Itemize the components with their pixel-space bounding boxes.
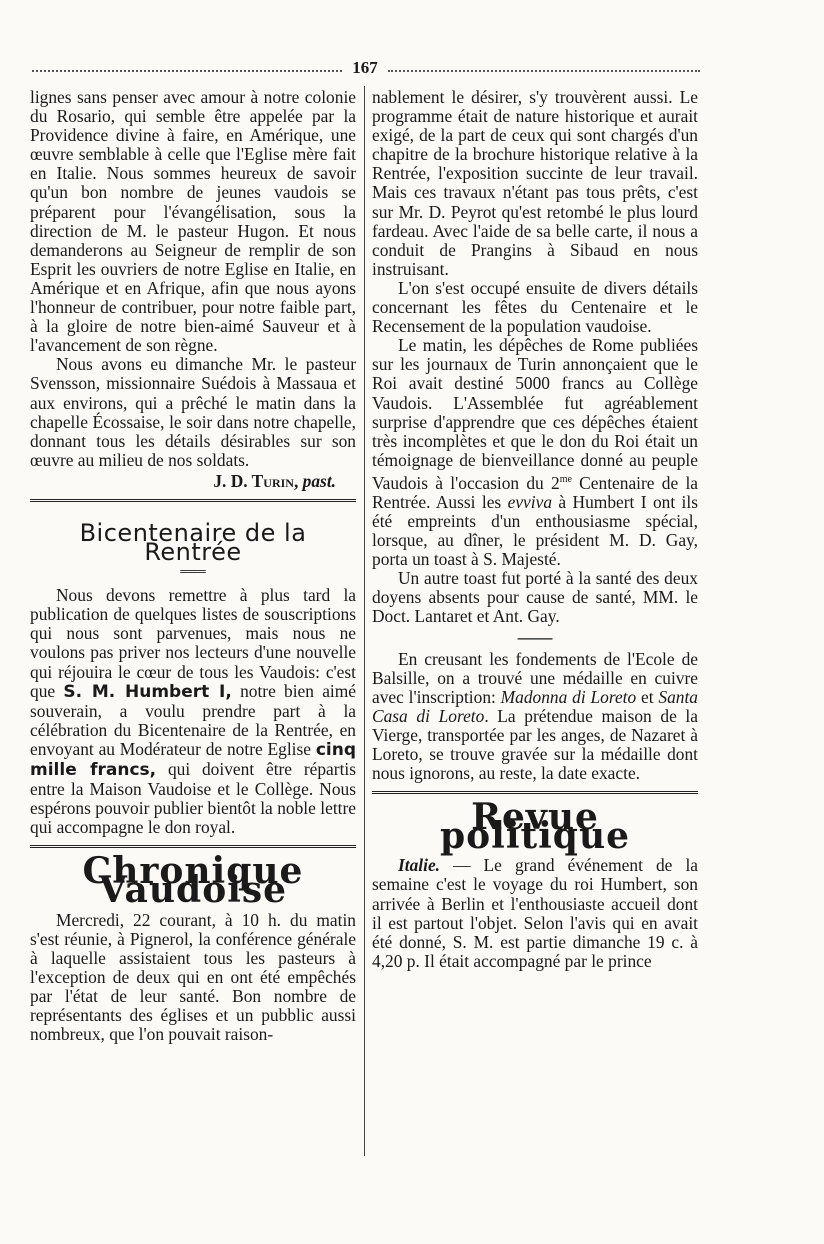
- left-column: [30, 88, 356, 1044]
- title-ornament: ═══: [180, 564, 206, 579]
- bicentenaire-title: Bicentenaire de la Rentrée: [79, 518, 307, 567]
- header-rule-left: [32, 70, 342, 72]
- chronique-paragraph: Mercredi, 22 courant, à 10 h. du matin s'est réunie, à Pignerol, la conférence générale à laquelle assistaient tous les pasteurs à l'exception de deux qui en ont été empêchés par l'état de leur santé. Bon nombre de représentants des églises et un pubblic aussi nombreux, que l'on pouvait raison-: [30, 909, 356, 1045]
- signature: [30, 472, 356, 491]
- king-name: S. M. Humbert I,: [63, 681, 232, 702]
- page-number: 167: [352, 58, 378, 77]
- section-rule: [30, 499, 356, 502]
- svensson-paragraph: Nous avons eu dimanche Mr. le pasteur Svensson, missionnaire Suédois à Massaua et aux environs, qui a prêché le matin dans la chapelle Écossaise, le soir dans notre chapelle, donnant tous les détails désirables sur son œuvre au milieu de nos soldats.: [30, 354, 356, 470]
- right-paragraph-5: En creusant les fondements de l'Ecole de Balsille, on a trouvé une médaille en cuivre avec l'inscription: Madonna di Loreto et Santa Casa di Loreto. La prétendue maison de la Vierge, transportée par les anges, de Nazaret à Loreto, se trouve gravée sur la médaille dont nous ignorons, au reste, la date exacte.: [372, 648, 698, 784]
- signature-title: past.: [302, 470, 336, 491]
- right-paragraph-2: L'on s'est occupé ensuite de divers détails concernant les fêtes du Centenaire et le Recensement de la population vaudoise.: [372, 277, 698, 337]
- intro-paragraph: lignes sans penser avec amour à notre colonie du Rosario, qui semble être appelée par la Providence divine à faire, en Amérique, une œuvre semblable à celle que l'Eglise mère fait en Italie. Nous sommes heureux de savoir qu'un bon nombre de jeunes vaudois se préparent pour l'évangélisation, sous la direction de M. le pasteur Hugon. Et nous demanderons au Seigneur de remplir de son Esprit les ouvriers de notre Eglise en Italie, en Amérique et en Afrique, afin que nous ayons l'honneur de contribuer, pour notre faible part, à la gloire de notre bien-aimé Sauveur et à l'avancement de son règne.: [30, 87, 356, 356]
- revue-kicker: Italie.: [398, 855, 441, 876]
- header-rule-right: [388, 70, 700, 72]
- revue-title: Revue politique: [439, 796, 631, 858]
- section-rule-3: [372, 791, 698, 794]
- right-paragraph-3: Le matin, les dépêches de Rome publiées sur les journaux de Turin annonçaient que le Roi avait destiné 5000 francs au Collège Vaudois. L'Assemblée fut agréablement surprise d'apprendre que ces dépêches étaient très incomplètes et que le don du Roi était un témoignage de bienveillance donné au peuple Vaudois à l'occasion du $2^{me}$ Centenaire de la Rentrée. Aussi les evviva à Humbert I ont ils été empreints d'un enthousiasme spécial, lorsque, au dîner, le président M. D. Gay, porta un toast à S. Majesté.: [372, 335, 698, 570]
- right-paragraph-1: nablement le désirer, s'y trouvèrent aussi. Le programme était de nature historique et aurait exigé, de la part de ceux qui sont chargés d'un chapitre de la brochure historique relative à la Rentrée, l'exposition succinte de leur travail. Mais ces travaux n'étant pas tous prêts, c'est sur Mr. D. Peyrot qu'est retombé le plus lourd fardeau. Avec l'aide de sa belle carte, il nous a conduit de Prangins à Sibaud en nous instruisant.: [372, 87, 698, 279]
- right-column: [372, 88, 698, 971]
- short-separator: ——: [517, 627, 553, 648]
- donation-amount: cinq mille francs,: [30, 739, 356, 780]
- section-rule-2: [30, 845, 356, 848]
- revue-paragraph: Italie. — Le grand événement de la semaine c'est le voyage du roi Humbert, son arrivée à Berlin et l'enthousiaste accueil dont il est partout l'objet. Selon l'avis qui en avait été donné, S. M. est partie dimanche 19 c. à 4,20 p. Il était accompagné par le prince: [372, 855, 698, 971]
- signature-name: J. D. Turin,: [213, 470, 299, 491]
- column-divider: [364, 86, 365, 1156]
- bicentenaire-paragraph: Nous devons remettre à plus tard la publication de quelques listes de souscriptions qui nous sont parvenues, mais nous ne voulons pas priver nos lecteurs d'une nouvelle qui réjouira le cœur de tous les Vaudois: c'est que S. M. Humbert I, notre bien aimé souverain, a voulu prendre part à la célébration du Bicentenaire de la Rentrée, en envoyant au Modérateur de notre Eglise cinq mille francs, qui doivent être répartis entre la Maison Vaudoise et le Collège. Nous espérons pouvoir publier bientôt la noble lettre qui accompagne le don royal.: [30, 585, 356, 838]
- chronique-title: Chronique Vaudoise: [82, 850, 304, 912]
- right-paragraph-4: Un autre toast fut porté à la santé des deux doyens absents pour cause de santé, MM. le Doct. Lantaret et Ant. Gay.: [372, 568, 698, 627]
